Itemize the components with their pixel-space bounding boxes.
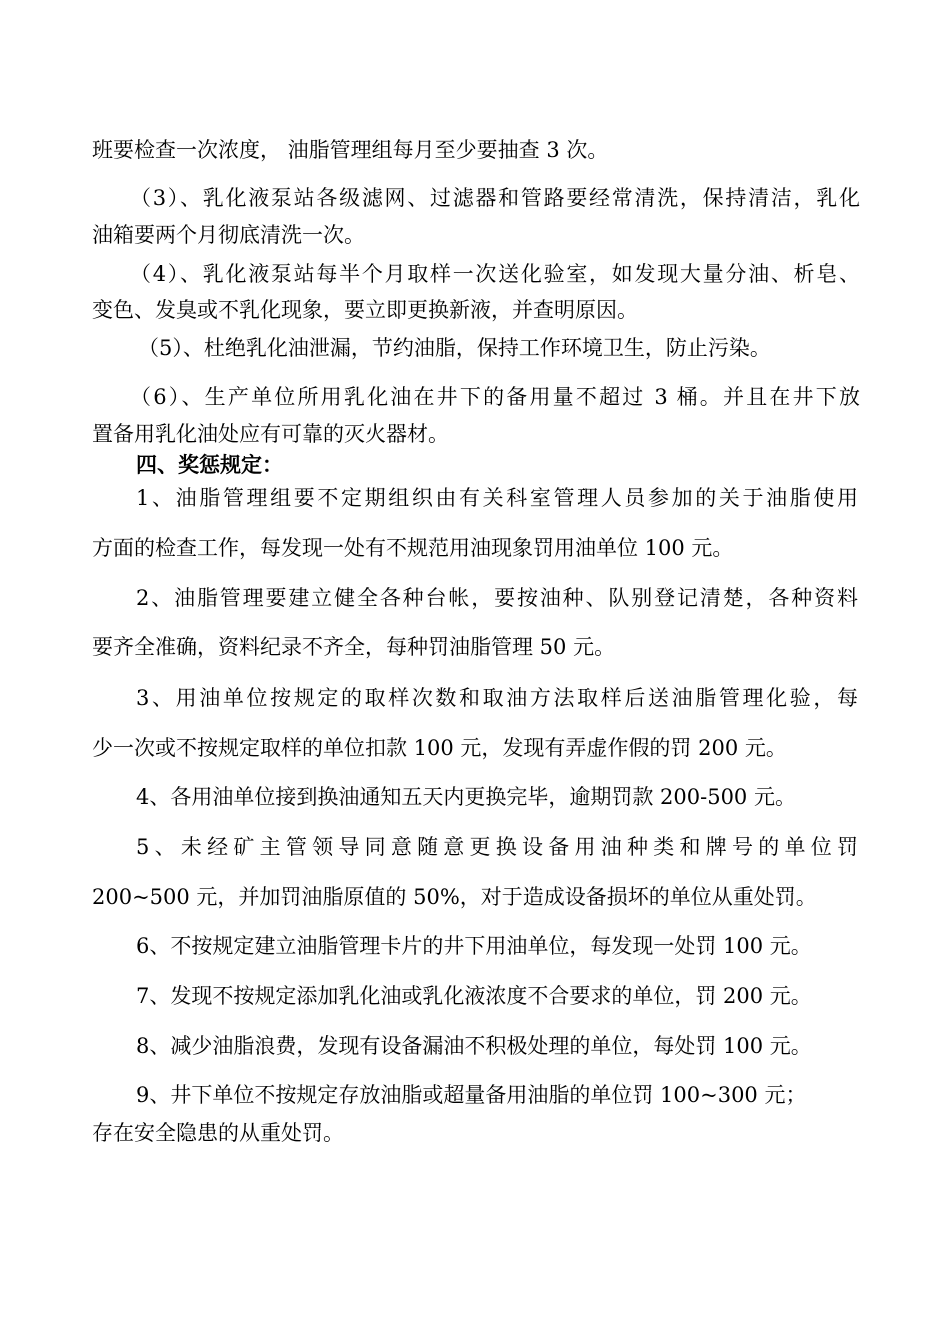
text-line: 6、不按规定建立油脂管理卡片的井下用油单位，每发现一处罚 100 元。	[136, 934, 812, 958]
text-line: 油箱要两个月彻底清洗一次。	[92, 223, 365, 247]
text-line: 置备用乳化油处应有可靠的灭火器材。	[92, 422, 449, 446]
text-line: 少一次或不按规定取样的单位扣款 100 元，发现有弄虚作假的罚 200 元。	[92, 736, 787, 760]
text-line: 班要检查一次浓度， 油脂管理组每月至少要抽查 3 次。	[92, 138, 609, 162]
section-heading: 四、奖惩规定：	[136, 452, 283, 477]
text-line: 存在安全隐患的从重处罚。	[92, 1121, 344, 1145]
text-line: （5）、杜绝乳化油泄漏，节约油脂，保持工作环境卫生，防止污染。	[138, 336, 771, 360]
text-line: 4、各用油单位接到换油通知五天内更换完毕，逾期罚款 200-500 元。	[136, 785, 796, 809]
text-line: 2、油脂管理要建立健全各种台帐，要按油种、队别登记清楚，各种资料	[136, 586, 858, 610]
text-line: 7、发现不按规定添加乳化油或乳化液浓度不合要求的单位，罚 200 元。	[136, 984, 812, 1008]
text-line: （3）、乳化液泵站各级滤网、过滤器和管路要经常清洗，保持清洁，乳化	[130, 186, 860, 210]
text-line: 200~500 元，并加罚油脂原值的 50%，对于造成设备损坏的单位从重处罚。	[92, 885, 817, 909]
text-line: 要齐全准确，资料纪录不齐全，每种罚油脂管理 50 元。	[92, 635, 616, 659]
text-line: 方面的检查工作，每发现一处有不规范用油现象罚用油单位 100 元。	[92, 536, 734, 560]
text-line: （6）、生产单位所用乳化油在井下的备用量不超过 3 桶。并且在井下放	[130, 385, 860, 409]
text-line: 1、油脂管理组要不定期组织由有关科室管理人员参加的关于油脂使用	[136, 486, 858, 510]
text-line: （4）、乳化液泵站每半个月取样一次送化验室，如发现大量分油、析皂、	[130, 262, 860, 286]
text-line: 9、井下单位不按规定存放油脂或超量备用油脂的单位罚 100~300 元；	[136, 1083, 807, 1107]
text-line: 8、减少油脂浪费，发现有设备漏油不积极处理的单位，每处罚 100 元。	[136, 1034, 812, 1058]
text-line: 变色、发臭或不乳化现象，要立即更换新液，并查明原因。	[92, 298, 638, 322]
text-line: 3、用油单位按规定的取样次数和取油方法取样后送油脂管理化验，每	[136, 686, 858, 710]
text-line: 5、未经矿主管领导同意随意更换设备用油种类和牌号的单位罚	[136, 835, 858, 859]
